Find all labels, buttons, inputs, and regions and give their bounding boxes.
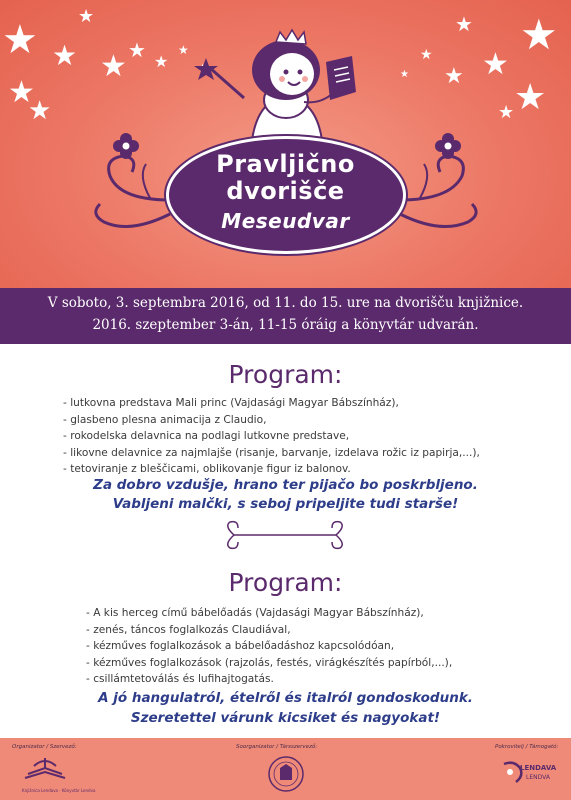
- date-line-hu: 2016. szeptember 3-án, 11-15 óráig a könyvtár udvarán.: [92, 317, 479, 333]
- star-icon: ★: [128, 38, 146, 62]
- slogan-hu-1: A jó hangulatról, ételről és italról gondoskodunk.: [98, 690, 473, 706]
- star-icon: ★: [482, 47, 509, 82]
- title-line2: dvorišče: [226, 177, 345, 205]
- sponsor-logo-text: LENDAVA: [520, 764, 557, 772]
- title-line3: Meseudvar: [221, 209, 350, 233]
- star-icon: ★: [52, 39, 78, 72]
- sponsor-label: Pokrovitelj / Támogató:: [495, 744, 559, 750]
- star-icon: ★: [520, 10, 558, 59]
- star-icon: ★: [444, 64, 464, 89]
- star-icon: ★: [100, 49, 127, 84]
- library-logo: [20, 754, 70, 784]
- star-icon: ★: [455, 12, 473, 36]
- footer: [0, 738, 571, 800]
- star-icon: ★: [78, 6, 95, 27]
- slogan-hu-2: Szeretettel várunk kicsiket és nagyokat!: [130, 710, 441, 726]
- sponsor-logo: [500, 756, 560, 790]
- list-item: - kézműves foglalkozások a bábelőadáshoz kapcsolódóan,: [86, 640, 395, 652]
- star-icon: ★: [400, 69, 409, 80]
- sponsor-logo-sub: LENDVA: [526, 774, 550, 781]
- star-icon: ★: [8, 75, 35, 110]
- star-icon: ★: [498, 102, 515, 123]
- title-line1: Pravljično: [216, 150, 355, 178]
- slogan-si-2: Vabljeni malčki, s seboj pripeljite tudi starše!: [112, 496, 459, 512]
- list-item: - lutkovna predstava Mali princ (Vajdasági Magyar Bábszínház),: [63, 397, 399, 409]
- header-banner: [0, 0, 571, 288]
- list-item: - rokodelska delavnica na podlagi lutkovne predstave,: [63, 430, 350, 442]
- coorganizer-label: Soorganizator / Társszervező:: [236, 744, 318, 750]
- list-item: - csillámtetoválás és lufihajtogatás.: [86, 673, 274, 685]
- slogan-si-1: Za dobro vzdušje, hrano ter pijačo bo poskrbljeno.: [93, 477, 478, 493]
- star-icon: ★: [28, 96, 52, 126]
- list-item: - tetoviranje z bleščicami, oblikovanje figur iz balonov.: [63, 463, 351, 475]
- organizer-text: Knjižnica Lendava · Könyvtár Lendva: [22, 788, 96, 793]
- star-icon: ★: [2, 17, 38, 63]
- list-item: - zenés, táncos foglalkozás Claudiával,: [86, 623, 291, 636]
- list-item: - likovne delavnice za najmlajše (risanje, barvanje, izdelava rožic iz papirja,...),: [63, 446, 480, 459]
- coorganizer-seal-logo: [266, 754, 306, 794]
- star-icon: ★: [154, 52, 169, 71]
- list-item: - kézműves foglalkozások (rajzolás, festés, virágkészítés papírból,...),: [86, 656, 453, 669]
- star-icon: ★: [514, 77, 547, 118]
- program-heading-si: Program:: [228, 360, 343, 389]
- program-list-hu: [86, 605, 452, 688]
- list-item: - glasbeno plesna animacija z Claudio,: [63, 413, 267, 426]
- date-line-si: V soboto, 3. septembra 2016, od 11. do 15. ure na dvorišču knjižnice.: [47, 295, 524, 311]
- star-icon: ★: [420, 47, 433, 63]
- divider-ornament: [0, 520, 571, 550]
- date-band: [0, 288, 571, 344]
- list-item: - A kis herceg című bábelőadás (Vajdasági Magyar Bábszínház),: [86, 607, 424, 619]
- program-heading-hu: Program:: [228, 568, 343, 597]
- organizer-label: Organizator / Szervező:: [12, 744, 77, 750]
- star-icon: ★: [178, 43, 189, 57]
- program-list-si: [63, 395, 480, 478]
